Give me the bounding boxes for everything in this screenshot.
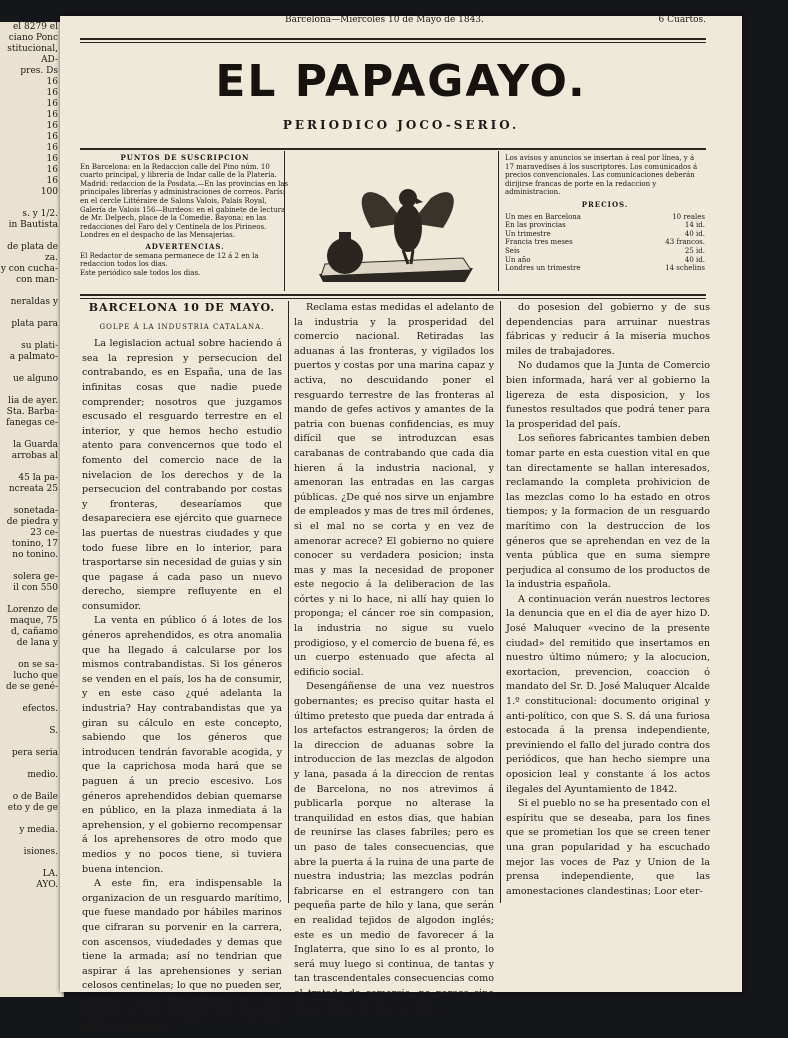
body-rule bbox=[80, 294, 706, 296]
facing-page-line: arrobas al bbox=[11, 451, 58, 461]
prices-heading: PRECIOS. bbox=[581, 199, 629, 209]
subscription-text: En Barcelona: en la Redaccion calle del Pino núm. 10 cuarto principal, y librería de Indar calle de la Platería. Madrid: redaccion de la Posdata.—En las provincias en las principales librerías y administraciones de correos. París: en el cercle Littéraire de Salons Valois, Palais Royal, Galería de Valois 156—Burdeos: en el gabinete de lectura de Mr. Delpech, place de la Comedie. Bayona: en las redacciones del Faro del y Centinela de los Pirineos. Londres en el despacho de las Mensajerias. bbox=[80, 162, 289, 240]
price-row bbox=[505, 256, 705, 265]
article-paragraph: Desengáñense de una vez nuestros gobernantes; es preciso quitar hasta el último pretesto que pueda dar entrada á los artefactos estrangeros; la órden de la direccion de aduanas sobre la introduccion de las mezclas de algodon y lana, pasada á la direccion de rentas de Barcelona, no nos atrevimos á publicarla porque no alterase la tranquilidad en estos dias, que habian de reunirse las clases fabriles; pero es un paso de tales consecuencias, que abre la puerta á la ruina de una parte de nuestra industria; las mezclas podrán fabricarse en el estrangero con tan pequeña parte de hilo y lana, que serán en realidad tejidos de algodon inglés; este es un medio de favorecer á la Inglaterra, que sino lo es al pronto, lo será muy luego si continua, de tantas y tan trascendentales consecuencias como el tratado de comercio, no parece sino que el génio del mal ha toma- bbox=[294, 681, 494, 1014]
facing-page-line bbox=[0, 286, 62, 297]
facing-page-line bbox=[0, 858, 62, 869]
price-row bbox=[505, 238, 705, 247]
column-3-body bbox=[506, 301, 710, 899]
price-row bbox=[505, 230, 705, 239]
facing-page-line: medio. bbox=[27, 770, 58, 780]
facing-page-line: ue alguno bbox=[13, 374, 58, 384]
facing-page-text bbox=[0, 22, 62, 891]
facing-page-line: efectos. bbox=[22, 704, 58, 714]
facing-page-line: lia de ayer. bbox=[8, 396, 58, 406]
facing-page-line bbox=[0, 759, 62, 770]
facing-page-line bbox=[0, 693, 62, 704]
facing-page-line bbox=[0, 330, 62, 341]
masthead-title: EL PAPAGAYO. bbox=[215, 56, 587, 107]
article-headline: BARCELONA 10 DE MAYO. bbox=[88, 301, 276, 314]
price-value: 40 id. bbox=[684, 255, 705, 264]
facing-page-line: solera ge- bbox=[13, 572, 58, 582]
facing-page-line: pres. Ds bbox=[20, 66, 58, 76]
subscription-heading: PUNTOS DE SUSCRIPCION bbox=[120, 153, 250, 162]
article-paragraph: Reclama estas medidas el adelanto de la industria y la prosperidad del comercio nacional. Retiradas las aduanas á las fronteras, y vigilados los puertos y costas por una marina capaz y activa, no descuidando poner el resguardo terrestre de las fronteras al mando de gefes activos y amantes de la patria con buenas confidencias, es muy difícil que se introduzcan esas carabanas de contrabando que cada dia hieren á la industria nacional, y amenoran las entradas en las cargas públicas. ¿De qué nos sirve un enjambre de empleados y mas de tres mil órdenes, si el mal no se corta y en vez de amenorar acrece? El gobierno no quiere conocer su verdadera posicion; insta mas y mas la necesidad de proponer este negocio á la deliberacion de las córtes y ni lo hace, ni allí hay quien lo proponga; el cáncer roe sin compasion, la industria no sigue su vuelo prodigioso, y el comercio de buena fé, es un cuerpo estenuado que afecta al edificio social. bbox=[294, 302, 494, 678]
box-divider-right bbox=[498, 151, 499, 291]
price-value: 43 francos. bbox=[665, 238, 705, 247]
facing-page-line bbox=[0, 561, 62, 572]
facing-page-line: 16 bbox=[46, 121, 58, 131]
facing-page-line: 16 bbox=[46, 143, 58, 153]
article-column-3 bbox=[506, 301, 710, 901]
facing-page-line: il con 550 bbox=[13, 583, 58, 593]
facing-page-line bbox=[0, 495, 62, 506]
price-label: Un mes en Barcelona bbox=[505, 212, 581, 221]
facing-page-edge bbox=[0, 22, 64, 997]
facing-page-line: no tonino. bbox=[12, 550, 58, 560]
facing-page-line: de piedra y bbox=[6, 517, 58, 527]
facing-page-line: plata para bbox=[11, 319, 58, 329]
facing-page-line: el 8279 el bbox=[12, 22, 58, 32]
facing-page-line: LA. bbox=[42, 869, 58, 879]
article-subhead: GOLPE Á LA INDUSTRIA CATALANA. bbox=[99, 322, 265, 331]
facing-page-line bbox=[0, 385, 62, 396]
facing-page-line: de plata de bbox=[7, 242, 58, 252]
box-divider-left bbox=[284, 151, 285, 291]
facing-page-line bbox=[0, 198, 62, 209]
newspaper-page bbox=[60, 15, 742, 1036]
price-label: Seis bbox=[505, 246, 520, 255]
facing-page-line: ciano Ponc bbox=[8, 33, 58, 43]
header-rule bbox=[80, 148, 706, 150]
facing-page-line: d, cañamo bbox=[10, 627, 58, 637]
facing-page-line: o de Baile bbox=[12, 792, 58, 802]
facing-page-line: sonetada- bbox=[13, 506, 58, 516]
prices-box bbox=[505, 154, 705, 294]
price-value: 14 schelins bbox=[665, 264, 705, 273]
body-rule-thin bbox=[80, 298, 706, 299]
facing-page-line: la Guarda bbox=[13, 440, 58, 450]
facing-page-line: Sta. Barba- bbox=[6, 407, 58, 417]
column-rule-2 bbox=[500, 301, 501, 903]
facing-page-line: 16 bbox=[46, 154, 58, 164]
notice-text: El Redactor de semana permanece de 12 á 2 en la redaccion todos los dias. bbox=[80, 251, 259, 269]
facing-page-line bbox=[0, 231, 62, 242]
facing-page-line bbox=[0, 814, 62, 825]
price-label: Francia tres meses bbox=[505, 238, 573, 247]
dateline bbox=[60, 16, 742, 26]
facing-page-line bbox=[0, 308, 62, 319]
facing-page-line: tonino, 17 bbox=[11, 539, 58, 549]
facing-page-line: lucho que bbox=[13, 671, 58, 681]
masthead-subtitle: PERIODICO JOCO-SERIO. bbox=[282, 118, 520, 132]
facing-page-line: stitucional, bbox=[7, 44, 58, 54]
top-rule bbox=[80, 38, 706, 40]
notices-heading: ADVERTENCIAS. bbox=[145, 241, 225, 251]
price-value: 40 id. bbox=[684, 229, 705, 238]
article-column-2 bbox=[294, 301, 494, 1014]
facing-page-line bbox=[0, 715, 62, 726]
facing-page-line bbox=[0, 429, 62, 440]
subscription-box bbox=[80, 154, 290, 294]
article-paragraph: La legislacion actual sobre haciendo á sea la represion y persecucion del contrabando, es en España, una de las infinitas cosas que nadie puede comprender; nosotros que juzgamos escusado el resguardo terrestre en el interior, y que hemos hecho estudio atento para convencernos que todo el fomento del comercio nace de la nivelacion de los derechos y de la persecucion del contrabando por costas y fronteras, desearíamos que desapareciera ese ejército que guarnece las puertas de nuestras ciudades y que todo fuese libre en lo interior, para trasportarse sin necesidad de guias y sin que pagase á cada paso un nuevo derecho, siempre refluyente en el consumidor. bbox=[82, 338, 282, 612]
facing-page-line: AD- bbox=[41, 55, 58, 65]
facing-page-line bbox=[0, 594, 62, 605]
facing-page-line: 16 bbox=[46, 88, 58, 98]
facing-page-line: 16 bbox=[46, 110, 58, 120]
facing-page-line: ncreata 25 bbox=[8, 484, 58, 494]
facing-page-line: 16 bbox=[46, 176, 58, 186]
notice-text-2: Este periódico sale todos los dias. bbox=[80, 268, 201, 277]
article-paragraph: No dudamos que la Junta de Comercio bien informada, hará ver al gobierno la ligereza de esta disposicion, y los funestos resultados que podrá tener para la prosperidad del país. bbox=[506, 360, 710, 430]
price-per-issue: 6 Cuartos. bbox=[658, 15, 706, 25]
facing-page-line: de lana y bbox=[16, 638, 58, 648]
facing-page-line bbox=[0, 462, 62, 473]
column-1-body bbox=[82, 337, 282, 1038]
advertising-terms: Los avisos y anuncios se insertan á real por línea, y á 17 maravedises á los suscriptores. Los comunicados á precios convencionales. Las comunicaciones deberán dirijirse francas de porte en la redaccion y administracion. bbox=[505, 154, 698, 197]
article-paragraph: Los señores fabricantes tambien deben tomar parte en esta cuestion vital en que tan directamente se hallan interesados, reclamando la completa prohivicion de las mezclas como lo ha estado en otros tiempos; y la formacion de un resguardo marítimo con la destruccion de los géneros que se aprehendan en vez de la venta pública que en suma siempre perjudica al consumo de los productos de la industria española. bbox=[506, 433, 710, 591]
facing-page-line: con man- bbox=[16, 275, 58, 285]
facing-page-line: y media. bbox=[19, 825, 58, 835]
facing-page-line: S. bbox=[49, 726, 58, 736]
parrot-on-bomb-vignette bbox=[313, 168, 481, 283]
facing-page-line: y con cucha- bbox=[0, 264, 58, 274]
facing-page-line bbox=[0, 781, 62, 792]
price-value: 25 id. bbox=[684, 246, 705, 255]
facing-page-line: 16 bbox=[46, 99, 58, 109]
price-value: 10 reales bbox=[672, 212, 705, 221]
facing-page-line: AYO. bbox=[36, 880, 58, 890]
facing-page-line: s. y 1/2. bbox=[22, 209, 58, 219]
article-paragraph: A continuacion verán nuestros lectores la denuncia que en el dia de ayer hizo D. José Maluquer «vecino de la presente ciudad» del remitido que insertamos en nuestro último número; y la alocucion, exortacion, prevencion, coaccion ó mandato del Sr. D. José Maluquer Alcalde 1.º constitucional: documento original y anti-político, con que S. S. dá una furiosa estocada á la prensa independiente, previniendo el fallo del jurado contra dos periódicos, que han hecho siempre una oposicion leal y constante á los actos ilegales del Ayuntamiento de 1842. bbox=[506, 593, 710, 795]
facing-page-line: fanegas ce- bbox=[6, 418, 58, 428]
facing-page-line: 16 bbox=[46, 132, 58, 142]
facing-page-line: de se gené- bbox=[5, 682, 58, 692]
article-paragraph: A este fin, era indispensable la organizacion de un resguardo marítimo, que fuese mandado por hábiles marinos que cifraran su porvenir en la carrera, con ascensos, viudedades y demas que tiene la armada; así no tendrian que aspirar á las aprehensiones y serian celosos centinelas; lo que no pueden ser, mientras sean dependientes de una empresa, y esté su empleo á la voluntad de un contratista. bbox=[82, 878, 282, 1036]
facing-page-line bbox=[0, 649, 62, 660]
facing-page-line: pera seria bbox=[11, 748, 58, 758]
column-2-body bbox=[294, 301, 494, 1016]
article-paragraph: do posesion del gobierno y de sus dependencias para arruinar nuestras fábricas y reducir á la miseria muchos miles de trabajadores. bbox=[506, 302, 710, 357]
facing-page-line: 23 ce- bbox=[30, 528, 58, 538]
column-rule-1 bbox=[288, 301, 289, 903]
price-row bbox=[505, 264, 705, 273]
price-value: 14 id. bbox=[684, 221, 705, 230]
price-row bbox=[505, 247, 705, 256]
facing-page-line bbox=[0, 363, 62, 374]
article-paragraph: Si el pueblo no se ha presentado con el espíritu que se deseaba, para los fines que se prometian los que se creen tener una gran popularidad y ha escuchado mejor las voces de Paz y Union de la prensa independiente, que las amonestaciones clandestinas; Loor eter- bbox=[506, 798, 710, 897]
top-rule-thin bbox=[80, 42, 706, 43]
price-row bbox=[505, 213, 705, 222]
price-label: Londres un trimestre bbox=[505, 264, 581, 273]
facing-page-line: 16 bbox=[46, 165, 58, 175]
facing-page-line bbox=[0, 836, 62, 847]
price-label: Un año bbox=[505, 255, 531, 264]
facing-page-line: on se sa- bbox=[18, 660, 58, 670]
facing-page-line: za. bbox=[45, 253, 58, 263]
facing-page-line bbox=[0, 737, 62, 748]
article-paragraph: La venta en público ó á lotes de los géneros aprehendidos, es otra anomalia que ha llegado á calcularse por los mismos contrabandistas. Si los géneros se venden en el país, los ha de consumir, y en este caso ¿qué adelanta la industria? Hay contrabandistas que ya giran su cálculo en este concepto, sabiendo que los géneros que introducen tendrán favorable acogida, y que la caprichosa moda hará que se paguen á un precio escesivo. Los géneros aprehendidos debian quemarse en público, en la plaza inmediata á la aprehension, y el gobierno recompensar á los aprehensores de otro modo que medios y no pocos tiene, si tuviera buena intencion. bbox=[82, 615, 282, 875]
facing-page-line: eto y de ge bbox=[7, 803, 58, 813]
price-row bbox=[505, 221, 705, 230]
facing-page-line: su plati- bbox=[21, 341, 58, 351]
facing-page-line: 100 bbox=[40, 187, 58, 197]
facing-page-line: Lorenzo de bbox=[7, 605, 58, 615]
price-list bbox=[505, 213, 705, 273]
facing-page-line: neraldas y bbox=[10, 297, 58, 307]
facing-page-line: 16 bbox=[46, 77, 58, 87]
date-issue: Barcelona—Miercoles 10 de Mayo de 1843. bbox=[285, 15, 484, 25]
price-label: En las provincias bbox=[505, 221, 566, 230]
article-column-1 bbox=[82, 301, 282, 1036]
facing-page-line: maque, 75 bbox=[10, 616, 58, 626]
facing-page-line: isiones. bbox=[23, 847, 58, 857]
facing-page-line: 45 la pa- bbox=[18, 473, 58, 483]
facing-page-line: a palmato- bbox=[9, 352, 58, 362]
price-label: Un trimestre bbox=[505, 229, 551, 238]
facing-page-line: in Bautista bbox=[8, 220, 58, 230]
